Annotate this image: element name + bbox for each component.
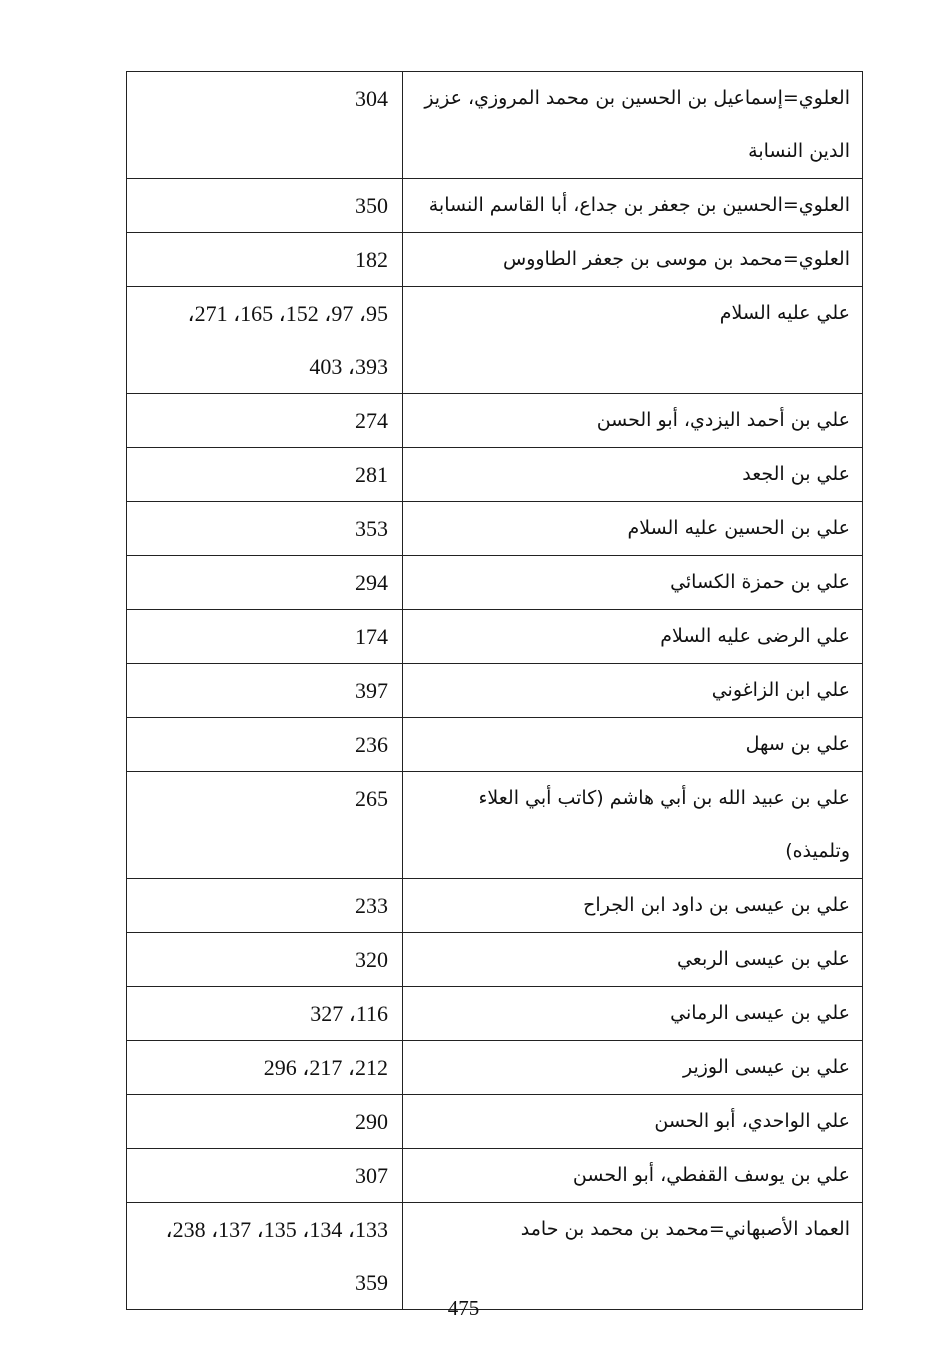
index-table: [126, 71, 863, 1310]
entry-name: العماد الأصبهاني=محمد بن محمد بن حامد: [520, 1218, 850, 1240]
entry-pages-cell: [127, 72, 403, 179]
entry-name-cell: [403, 287, 863, 394]
entry-pages-cell: [127, 502, 403, 556]
entry-pages: 95، 97، 152، 165، 271، 393، 403: [187, 301, 388, 379]
entry-pages: 174: [355, 624, 388, 649]
entry-name: علي بن يوسف القفطي، أبو الحسن: [572, 1164, 850, 1186]
entry-pages: 353: [355, 516, 388, 541]
table-row: [127, 179, 863, 233]
table-row: [127, 1149, 863, 1203]
entry-pages-cell: [127, 1095, 403, 1149]
entry-pages: 304: [355, 86, 388, 111]
entry-pages-cell: [127, 287, 403, 394]
entry-name: علي الرضى عليه السلام: [660, 625, 850, 647]
entry-name: علي بن حمزة الكسائي: [670, 571, 850, 593]
entry-pages-cell: [127, 394, 403, 448]
table-row: [127, 1095, 863, 1149]
table-row: [127, 610, 863, 664]
entry-name-cell: [403, 610, 863, 664]
entry-pages-cell: [127, 179, 403, 233]
table-row: [127, 1203, 863, 1310]
entry-name-cell: [403, 664, 863, 718]
entry-pages-cell: [127, 233, 403, 287]
entry-pages: 133، 134، 135، 137، 238، 359: [165, 1217, 388, 1295]
table-row: [127, 233, 863, 287]
entry-pages: 236: [355, 732, 388, 757]
entry-name-cell: [403, 556, 863, 610]
entry-name-cell: [403, 1041, 863, 1095]
entry-name: علي بن الحسين عليه السلام: [627, 517, 850, 539]
entry-pages-cell: [127, 1203, 403, 1310]
entry-pages-cell: [127, 987, 403, 1041]
entry-pages-cell: [127, 664, 403, 718]
entry-pages-cell: [127, 772, 403, 879]
entry-name: علي بن الجعد: [742, 463, 850, 485]
entry-name-cell: [403, 1095, 863, 1149]
entry-pages: 397: [355, 678, 388, 703]
entry-name-cell: [403, 448, 863, 502]
entry-name-cell: [403, 987, 863, 1041]
table-row: [127, 556, 863, 610]
entry-name-cell: [403, 933, 863, 987]
entry-pages: 294: [355, 570, 388, 595]
entry-name: علي عليه السلام: [719, 302, 850, 324]
entry-name-cell: [403, 718, 863, 772]
entry-name-cell: [403, 1203, 863, 1310]
entry-name: العلوي=محمد بن موسى بن جعفر الطاووس: [503, 248, 850, 270]
table-row: [127, 933, 863, 987]
entry-name: علي بن أحمد اليزدي، أبو الحسن: [596, 409, 850, 431]
entry-name: علي بن عيسى الربعي: [676, 948, 850, 970]
table-row: [127, 287, 863, 394]
table-row: [127, 772, 863, 879]
entry-name-cell: [403, 502, 863, 556]
table-row: [127, 1041, 863, 1095]
entry-pages: 212، 217، 296: [263, 1055, 388, 1080]
table-row: [127, 879, 863, 933]
entry-name: العلوي=إسماعيل بن الحسين بن محمد المروزي، عزيز الدين النسابة: [424, 87, 850, 162]
entry-name-cell: [403, 1149, 863, 1203]
entry-name: علي ابن الزاغوني: [711, 679, 850, 701]
entry-pages: 182: [355, 247, 388, 272]
table-row: [127, 394, 863, 448]
entry-pages: 233: [355, 893, 388, 918]
entry-name-cell: [403, 233, 863, 287]
entry-pages-cell: [127, 610, 403, 664]
entry-pages: 350: [355, 193, 388, 218]
table-row: [127, 72, 863, 179]
entry-pages-cell: [127, 933, 403, 987]
entry-pages: 320: [355, 947, 388, 972]
table-row: [127, 664, 863, 718]
index-table-body: [127, 72, 863, 1310]
entry-name-cell: [403, 879, 863, 933]
entry-pages: 116، 327: [310, 1001, 388, 1026]
table-row: [127, 448, 863, 502]
entry-name-cell: [403, 394, 863, 448]
entry-pages-cell: [127, 879, 403, 933]
entry-pages: 274: [355, 408, 388, 433]
entry-name: العلوي=الحسين بن جعفر بن جداع، أبا القاسم النسابة: [428, 194, 850, 216]
entry-name: علي بن عيسى الرماني: [670, 1002, 850, 1024]
entry-name-cell: [403, 772, 863, 879]
entry-name-cell: [403, 72, 863, 179]
entry-name-cell: [403, 179, 863, 233]
entry-pages-cell: [127, 1041, 403, 1095]
entry-name: علي الواحدي، أبو الحسن: [654, 1110, 850, 1132]
table-row: [127, 987, 863, 1041]
entry-pages-cell: [127, 718, 403, 772]
entry-pages: 307: [355, 1163, 388, 1188]
entry-pages: 290: [355, 1109, 388, 1134]
table-row: [127, 502, 863, 556]
page-number: 475: [447, 1296, 480, 1320]
entry-pages-cell: [127, 1149, 403, 1203]
entry-pages: 265: [355, 786, 388, 811]
table-row: [127, 718, 863, 772]
entry-pages-cell: [127, 448, 403, 502]
entry-name: علي بن عيسى بن داود ابن الجراح: [583, 894, 850, 916]
entry-name: علي بن عبيد الله بن أبي هاشم (كاتب أبي العلاء وتلميذه): [478, 787, 850, 862]
entry-pages-cell: [127, 556, 403, 610]
entry-name: علي بن عيسى الوزير: [682, 1056, 850, 1078]
entry-pages: 281: [355, 462, 388, 487]
entry-name: علي بن سهل: [745, 733, 850, 755]
